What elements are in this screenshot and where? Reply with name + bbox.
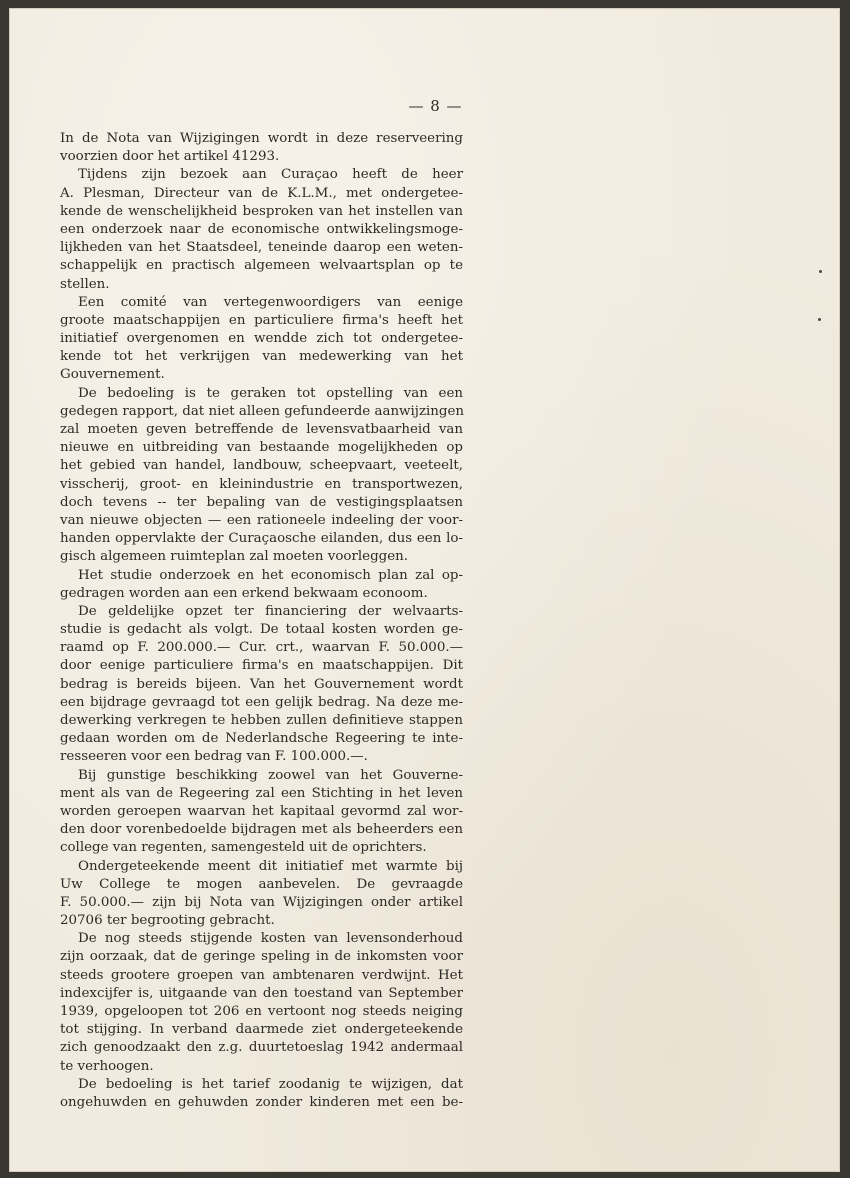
- text-line: De bedoeling is te geraken tot opstelling van een: [78, 385, 463, 401]
- text-line: 1939, opgeloopen tot 206 en vertoont nog steeds neiging: [60, 1004, 463, 1019]
- text-line: lijkheden van het Staatsdeel, teneinde daarop een weten-: [60, 240, 463, 256]
- text-line: gedragen worden aan een erkend bekwaam econoom.: [60, 585, 428, 601]
- text-line: handen oppervlakte der Curaçaosche eilanden, dus een lo-: [60, 531, 463, 547]
- text-line: indexcijfer is, uitgaande van den toestand van September: [60, 985, 463, 1001]
- text-line: initiatief overgenomen en wendde zich tot ondergetee-: [60, 331, 463, 347]
- text-line: ment als van de Regeering zal een Stichting in het leven: [60, 785, 463, 801]
- text-line: Ondergeteekende meent dit initiatief met warmte bij: [78, 858, 463, 874]
- text-line: groote maatschappijen en particuliere firma's heeft het: [60, 312, 463, 328]
- text-line: Gouvernement.: [60, 367, 165, 383]
- text-line: studie is gedacht als volgt. De totaal kosten worden ge-: [60, 622, 463, 638]
- text-line: kende tot het verkrijgen van medewerking van het: [60, 349, 463, 365]
- text-line: Een comité van vertegenwoordigers van eenige: [78, 294, 463, 310]
- text-line: visscherij, groot- en kleinindustrie en transportwezen,: [60, 476, 463, 492]
- text-line: college van regenten, samengesteld uit de oprichters.: [60, 840, 427, 856]
- text-line: A. Plesman, Directeur van de K.L.M., met ondergetee-: [60, 185, 463, 201]
- paper-speck: [818, 318, 821, 321]
- text-line: De nog steeds stijgende kosten van levensonderhoud: [78, 931, 463, 947]
- text-line: gedegen rapport, dat niet alleen gefundeerde aanwijzingen: [60, 403, 465, 419]
- text-line: raamd op F. 200.000.— Cur. crt., waarvan F. 50.000.—: [60, 640, 463, 656]
- text-line: door eenige particuliere firma's en maatschappijen. Dit: [60, 658, 463, 674]
- text-line: te verhoogen.: [60, 1058, 154, 1074]
- text-line: F. 50.000.— zijn bij Nota van Wijzigingen onder artikel: [60, 894, 463, 910]
- text-line: het gebied van handel, landbouw, scheepvaart, veeteelt,: [60, 458, 463, 474]
- text-line: worden geroepen waarvan het kapitaal gevormd zal wor-: [60, 803, 463, 819]
- text-line: steeds grootere groepen van ambtenaren verdwijnt. Het: [60, 967, 463, 983]
- text-line: zich genoodzaakt den z.g. duurtetoeslag 1942 andermaal: [60, 1040, 463, 1056]
- text-line: zijn oorzaak, dat de geringe speling in de inkomsten voor: [60, 949, 463, 965]
- text-line: Bij gunstige beschikking zoowel van het Gouverne-: [78, 767, 463, 783]
- text-line: Tijdens zijn bezoek aan Curaçao heeft de heer: [78, 167, 463, 183]
- text-line: dewerking verkregen te hebben zullen definitieve stappen: [60, 713, 463, 728]
- text-line: gisch algemeen ruimteplan zal moeten voorleggen.: [60, 549, 409, 565]
- text-line: nieuwe en uitbreiding van bestaande mogelijkheden op: [60, 440, 463, 456]
- paper-speck: [819, 270, 822, 273]
- text-line: kende de wenschelijkheid besproken van het instellen van: [60, 203, 463, 219]
- text-line: bedrag is bereids bijeen. Van het Gouvernement wordt: [60, 676, 463, 692]
- text-line: ongehuwden en gehuwden zonder kinderen met een be-: [60, 1094, 463, 1110]
- text-line: De geldelijke opzet ter financiering der welvaarts-: [78, 603, 463, 619]
- text-line: Het studie onderzoek en het economisch plan zal op-: [78, 567, 463, 583]
- document-page: [9, 8, 840, 1172]
- text-line: De bedoeling is het tarief zoodanig te wijzigen, dat: [78, 1076, 463, 1092]
- text-line: gedaan worden om de Nederlandsche Regeering te inte-: [60, 731, 463, 747]
- text-line: van nieuwe objecten — een rationeele indeeling der voor-: [60, 512, 463, 528]
- text-line: tot stijging. In verband daarmede ziet ondergeteekende: [60, 1022, 463, 1038]
- text-line: voorzien door het artikel 41293.: [60, 149, 280, 165]
- text-line: 20706 ter begrooting gebracht.: [60, 913, 275, 929]
- text-line: stellen.: [60, 276, 110, 292]
- text-line: schappelijk en practisch algemeen welvaartsplan op te: [60, 258, 463, 274]
- text-line: een bijdrage gevraagd tot een gelijk bedrag. Na deze me-: [60, 694, 463, 710]
- text-line: den door vorenbedoelde bijdragen met als beheerders een: [60, 822, 463, 838]
- text-line: In de Nota van Wijzigingen wordt in deze reserveering: [60, 131, 463, 146]
- page-number: — 8 —: [408, 97, 463, 115]
- text-line: doch tevens -- ter bepaling van de vestigingsplaatsen: [60, 494, 463, 510]
- text-line: een onderzoek naar de economische ontwikkelingsmoge-: [60, 221, 463, 237]
- text-line: zal moeten geven betreffende de levensvatbaarheid van: [60, 422, 463, 437]
- text-line: Uw College te mogen aanbevelen. De gevraagde: [60, 876, 463, 892]
- text-line: resseeren voor een bedrag van F. 100.000.—.: [60, 749, 368, 765]
- body-text: [60, 130, 463, 1112]
